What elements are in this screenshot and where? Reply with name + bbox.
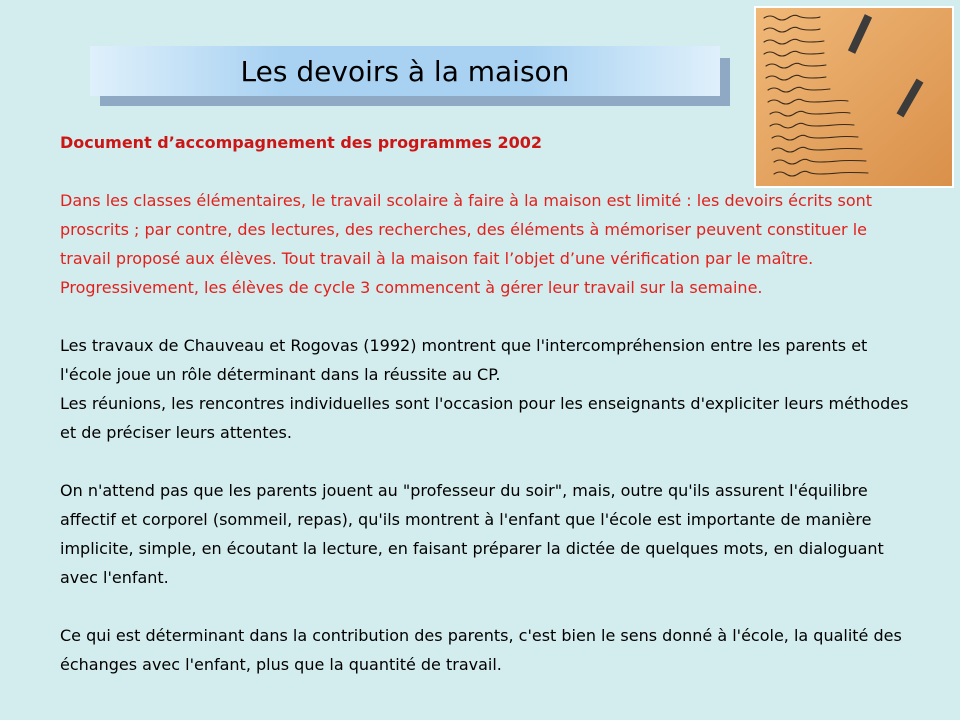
paragraph-meetings: Les réunions, les rencontres individuelles sont l'occasion pour les enseignants d'expliciter leurs méthodes et de préciser leurs attentes.	[60, 394, 909, 442]
paragraph-parents-role: On n'attend pas que les parents jouent au "professeur du soir", mais, outre qu'ils assurent l'équilibre affectif et corporel (sommeil, repas), qu'ils montrent à l'enfant que l'école est importante de manière implicite, simple, en écoutant la lecture, en faisant préparer la dictée de quelques mots, en dialoguant avec l'enfant.	[60, 481, 884, 587]
document-body	[60, 128, 920, 679]
document-heading: Document d’accompagnement des programmes 2002	[60, 133, 543, 152]
page-title: Les devoirs à la maison	[240, 54, 570, 88]
title-banner	[90, 46, 720, 96]
paragraph-research: Les travaux de Chauveau et Rogovas (1992) montrent que l'intercompréhension entre les parents et l'école joue un rôle déterminant dans la réussite au CP.	[60, 336, 868, 384]
paragraph-conclusion: Ce qui est déterminant dans la contribution des parents, c'est bien le sens donné à l'école, la qualité des échanges avec l'enfant, plus que la quantité de travail.	[60, 626, 902, 674]
programme-quote: Dans les classes élémentaires, le travail scolaire à faire à la maison est limité : les devoirs écrits sont proscrits ; par contre, des lectures, des recherches, des éléments à mémoriser peuvent constituer le travail proposé aux élèves. Tout travail à la maison fait l’objet d’une vérification par le maître. Progressivement, les élèves de cycle 3 commencent à gérer leur travail sur la semaine.	[60, 191, 873, 297]
